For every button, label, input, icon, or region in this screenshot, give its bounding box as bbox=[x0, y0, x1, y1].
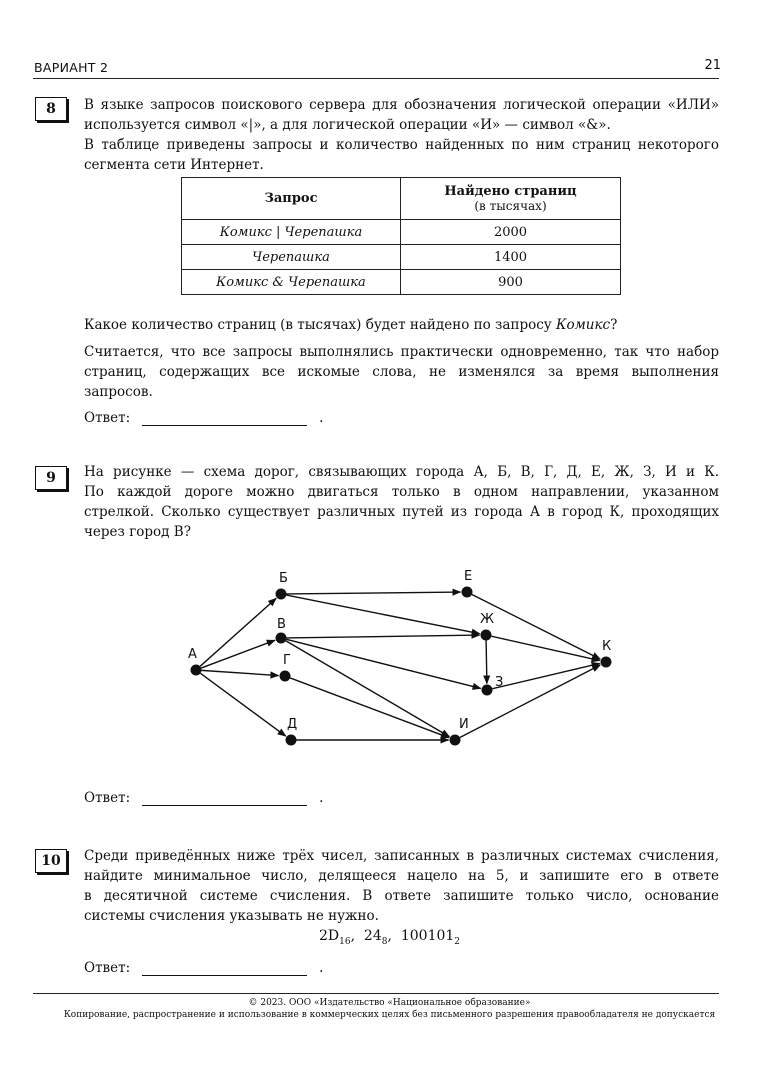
road-З-К bbox=[492, 663, 599, 688]
city-node bbox=[450, 735, 461, 746]
q8-note-line-1: Считается, что все запросы выполнялись практически одновременно, так что набор bbox=[84, 344, 719, 360]
road-И-К bbox=[460, 665, 600, 737]
table-cell-query: Комикс | Черепашка bbox=[182, 220, 401, 245]
road-Б-Ж bbox=[286, 595, 479, 634]
q10-line-3: в десятичной системе счисления. В ответе запишите только число, основание bbox=[84, 888, 719, 904]
number-2: $24_8$ bbox=[363, 928, 388, 947]
q9-line-3: стрелкой. Сколько существует различных путей из города А в город К, проходящих bbox=[84, 504, 719, 520]
q9-answer-field[interactable] bbox=[142, 791, 307, 806]
city-label: Г bbox=[283, 653, 291, 668]
q8-answer-label: Ответ: bbox=[84, 410, 131, 426]
q8-question-suffix: ? bbox=[610, 317, 618, 333]
table-header-found-title: Найдено страниц bbox=[444, 184, 577, 199]
city-node bbox=[482, 685, 493, 696]
city-node bbox=[286, 735, 297, 746]
city-node bbox=[276, 633, 287, 644]
city-node bbox=[280, 671, 291, 682]
road-Ж-К bbox=[491, 636, 599, 660]
road-Г-И bbox=[290, 678, 449, 738]
q8-question-prefix: Какое количество страниц (в тысячах) будет найдено по запросу bbox=[84, 317, 557, 333]
footer-rule bbox=[33, 993, 719, 994]
road-А-Д bbox=[200, 673, 285, 736]
q8-line-4: сегмента сети Интернет. bbox=[84, 157, 264, 173]
q8-line-1: В языке запросов поискового сервера для обозначения логической операции «ИЛИ» bbox=[84, 97, 719, 113]
road-В-З bbox=[286, 639, 480, 688]
table-header-query: Запрос bbox=[182, 178, 401, 220]
city-label: В bbox=[277, 617, 286, 632]
road-В-И bbox=[286, 641, 450, 737]
city-label: Е bbox=[464, 569, 473, 584]
city-node bbox=[191, 665, 202, 676]
q9-answer: Ответ: . bbox=[84, 790, 324, 806]
q10-line-4: системы счисления указывать не нужно. bbox=[84, 908, 379, 924]
road-А-Б bbox=[200, 598, 276, 666]
question-10-text bbox=[84, 846, 719, 926]
q10-answer-field[interactable] bbox=[142, 961, 307, 976]
q8-line-2: используется символ «|», а для логической операции «И» — символ «&». bbox=[84, 117, 611, 133]
q9-line-4: через город В? bbox=[84, 524, 191, 540]
copyright-notice: Копирование, распространение и использование в коммерческих целях без письменного разрешения правообладателя не допускается bbox=[63, 1010, 716, 1020]
road-В-Ж bbox=[286, 635, 479, 638]
q8-answer: Ответ: . bbox=[84, 410, 324, 426]
number-3: $100101_2$ bbox=[400, 928, 461, 947]
page-number: 21 bbox=[704, 58, 721, 73]
number-1: $2D_{16}$ bbox=[318, 928, 351, 947]
city-node bbox=[601, 657, 612, 668]
city-label: З bbox=[495, 675, 504, 690]
question-10-number: 10 bbox=[35, 849, 67, 873]
q9-line-1: На рисунке — схема дорог, связывающих города А, Б, В, Г, Д, Е, Ж, З, И и К. bbox=[84, 464, 719, 480]
city-label: Ж bbox=[480, 612, 495, 627]
city-label: К bbox=[602, 639, 612, 654]
road-Ж-З bbox=[486, 640, 487, 683]
city-node bbox=[481, 630, 492, 641]
q10-answer: Ответ: . bbox=[84, 960, 324, 976]
table-cell-query: Черепашка bbox=[182, 245, 401, 270]
table-header-found-sub: (в тысячах) bbox=[474, 199, 547, 213]
table-cell-found: 900 bbox=[401, 270, 621, 295]
road-А-В bbox=[201, 640, 275, 668]
q10-line-2: найдите минимальное число, делящееся нацело на 5, и запишите его в ответе bbox=[84, 868, 719, 884]
city-label: Д bbox=[287, 717, 298, 732]
question-8-number: 8 bbox=[35, 97, 67, 121]
city-node bbox=[462, 587, 473, 598]
variant-label: ВАРИАНТ 2 bbox=[34, 60, 109, 75]
copyright: © 2023. ООО «Издательство «Национальное образование» bbox=[248, 998, 531, 1008]
q8-line-3: В таблице приведены запросы и количество найденных по ним страниц некоторого bbox=[84, 137, 719, 153]
q9-answer-label: Ответ: bbox=[84, 790, 131, 806]
city-label: А bbox=[188, 647, 197, 662]
q9-line-2: По каждой дороге можно двигаться только в одном направлении, указанном bbox=[84, 484, 719, 500]
road-А-Г bbox=[201, 670, 278, 675]
q10-answer-label: Ответ: bbox=[84, 960, 131, 976]
road-Б-Е bbox=[286, 592, 460, 594]
q8-note-line-3: запросов. bbox=[84, 384, 153, 400]
city-node bbox=[276, 589, 287, 600]
q10-numbers: $2D_{16}$, $24_8$, $100101_2$ bbox=[318, 928, 461, 947]
city-label: Б bbox=[279, 571, 288, 586]
question-9-number: 9 bbox=[35, 466, 67, 490]
q8-question-term: Комикс bbox=[556, 317, 611, 333]
q8-note-line-2: страниц, содержащих все искомые слова, не изменялся за время выполнения bbox=[84, 364, 719, 380]
city-label: И bbox=[459, 717, 469, 732]
table-cell-found: 2000 bbox=[401, 220, 621, 245]
table-cell-query: Комикс & Черепашка bbox=[182, 270, 401, 295]
table-cell-found: 1400 bbox=[401, 245, 621, 270]
q10-line-1: Среди приведённых ниже трёх чисел, записанных в различных системах счисления, bbox=[84, 848, 719, 864]
